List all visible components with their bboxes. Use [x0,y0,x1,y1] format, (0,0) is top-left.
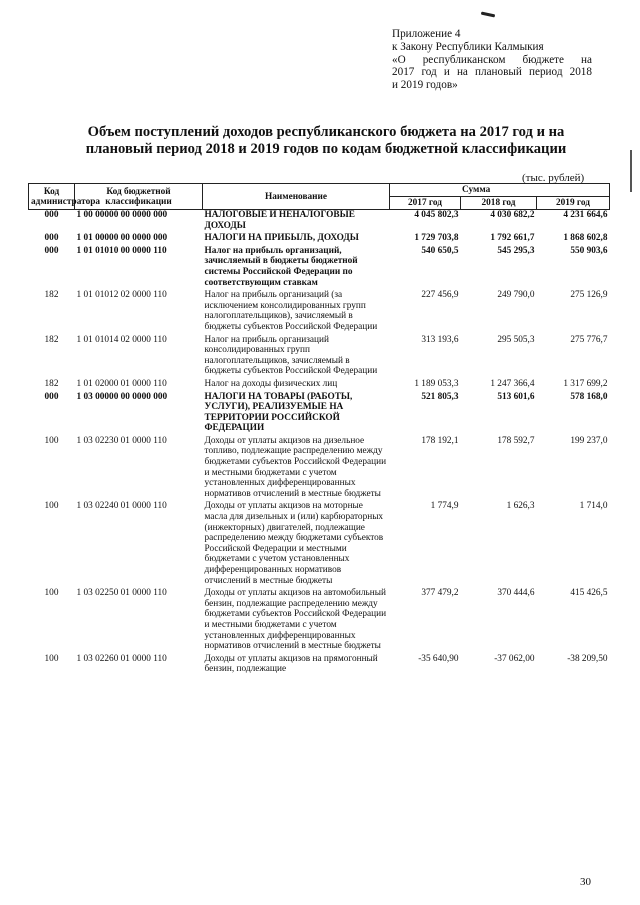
amount-2018-cell: 370 444,6 [497,588,535,599]
amount-2019-cell: 199 237,0 [570,435,608,446]
item-name-cell: НАЛОГИ НА ПРИБЫЛЬ, ДОХОДЫ [204,233,359,244]
admin-code-cell: 100 [44,435,59,446]
scan-mark [481,12,495,18]
admin-code-cell: 100 [44,653,59,664]
amount-2018-cell: 1 247 366,4 [490,378,535,389]
budget-code-cell: 1 03 00000 00 0000 000 [76,391,168,402]
amount-2019-cell: 275 126,9 [570,290,608,301]
admin-code-cell: 182 [44,378,59,389]
amount-2019-cell: 550 903,6 [570,245,608,256]
item-name-cell: Доходы от уплаты акцизов на прямогонный бензин, подлежащие [204,653,378,675]
amount-2019-cell: 1 317 699,2 [563,378,608,389]
table-row [29,210,610,234]
amount-2017-cell: 1 729 703,8 [414,233,459,244]
admin-code-cell: 000 [44,391,59,402]
item-name-cell: Налог на прибыль организаций консолидированных групп налогоплательщиков, зачисляемый в бюджеты субъектов Российской Федерации [204,334,378,377]
admin-code-cell: 000 [44,233,59,244]
amount-2017-cell: 1 189 053,3 [414,378,459,389]
amount-2018-cell: -37 062,00 [494,653,535,664]
table-row [29,392,610,436]
amount-2017-cell: 1 774,9 [430,501,459,512]
table-row [29,233,610,246]
amount-2018-cell: 1 626,3 [506,501,535,512]
amount-2019-cell: 1 714,0 [579,501,608,512]
admin-code-cell: 000 [44,210,59,220]
table-row [29,290,610,334]
appendix-note [392,28,592,92]
admin-code-cell: 100 [44,501,59,512]
amount-2019-cell: 415 426,5 [570,588,608,599]
budget-code-cell: 1 03 02260 01 0000 110 [76,653,167,664]
budget-code-cell: 1 03 02230 01 0000 110 [76,435,167,446]
admin-code-cell: 000 [44,245,59,256]
amount-2017-cell: 227 456,9 [421,290,459,301]
budget-code-cell: 1 01 01010 00 0000 110 [76,245,167,256]
page-number: 30 [580,876,591,888]
amount-2018-cell: 4 030 682,2 [490,210,535,220]
header-name: Наименование [203,184,390,210]
amount-2017-cell: -35 640,90 [418,653,459,664]
table-row [29,654,610,677]
amount-2017-cell: 313 193,6 [421,334,459,345]
item-name-cell: Налог на прибыль организаций, зачисляемый в бюджеты бюджетной системы Российской Федерации по соответствующим ставкам [204,245,358,288]
amount-2018-cell: 178 592,7 [497,435,535,446]
budget-code-cell: 1 00 00000 00 0000 000 [76,210,168,220]
amount-2017-cell: 4 045 802,3 [414,210,459,220]
item-name-cell: Налог на доходы физических лиц [204,378,338,389]
amount-2019-cell: 578 168,0 [570,391,608,402]
header-2019: 2019 год [537,197,610,210]
amount-2018-cell: 295 505,3 [497,334,535,345]
appendix-line: Приложение 4 [392,28,461,40]
amount-2019-cell: 1 868 602,8 [563,233,608,244]
amount-2018-cell: 249 790,0 [497,290,535,301]
item-name-cell: Доходы от уплаты акцизов на дизельное топливо, подлежащие распределению между бюджетами субъектов Российской Федерации и местными бюджетами с учетом установленных дифференцированных нормативов отчислений в местные бюджеты [204,435,387,499]
amount-2017-cell: 377 479,2 [421,588,459,599]
budget-code-cell: 1 01 01012 02 0000 110 [76,290,167,301]
appendix-line: «О республиканском бюджете на [392,53,592,66]
item-name-cell: Доходы от уплаты акцизов на автомобильный бензин, подлежащие распределению между бюджетами субъектов Российской Федерации и местными бюджетами с учетом установленных дифференцированных нормативов отчислений в местные бюджеты [204,588,387,652]
item-name-cell: Налог на прибыль организаций (за исключением консолидированных групп налогоплательщиков), зачисляемый в бюджеты субъектов Российской Федерации [204,290,378,332]
appendix-line: к Закону Республики Калмыкия [392,40,544,53]
budget-code-cell: 1 01 02000 01 0000 110 [76,378,167,389]
budget-code-cell: 1 03 02250 01 0000 110 [76,588,167,599]
budget-code-cell: 1 03 02240 01 0000 110 [76,501,167,512]
budget-code-cell: 1 01 01014 02 0000 110 [76,334,167,345]
appendix-line: и 2019 годов» [392,79,458,92]
amount-2019-cell: -38 209,50 [567,653,608,664]
amount-2017-cell: 540 650,5 [421,245,459,256]
scan-edge-mark [630,150,632,192]
table-row [29,335,610,379]
item-name-cell: НАЛОГОВЫЕ И НЕНАЛОГОВЫЕ ДОХОДЫ [204,210,355,231]
item-name-cell: Доходы от уплаты акцизов на моторные масла для дизельных и (или) карбюраторных (инжекторных) двигателей, подлежащие распределению между бюджетами субъектов Российской Федерации и местными бюджетами с учетом установленных дифференцированных нормативов отчислений в местные бюджеты [204,501,384,586]
budget-code-cell: 1 01 00000 00 0000 000 [76,233,168,244]
table-row [29,501,610,588]
revenue-table [28,183,610,677]
amount-2018-cell: 545 295,3 [497,245,535,256]
table-row [29,246,610,290]
amount-2017-cell: 178 192,1 [421,435,459,446]
admin-code-cell: 182 [44,334,59,345]
table-body [29,210,610,677]
table-row [29,588,610,654]
units-label: (тыс. рублей) [522,172,585,184]
amount-2017-cell: 521 805,3 [421,391,459,402]
header-admin: Код администратора [29,184,75,210]
table-row [29,379,610,392]
header-2017: 2017 год [390,197,461,210]
admin-code-cell: 182 [44,290,59,301]
header-sum: Сумма [390,184,610,197]
header-2018: 2018 год [461,197,537,210]
document-title: Объем поступлений доходов республиканского бюджета на 2017 год и на плановый период 2018 и 2019 годов по кодам бюджетной классификации [85,124,567,157]
amount-2018-cell: 513 601,6 [497,391,535,402]
table-row [29,436,610,502]
header-code: Код бюджетной классификации [75,184,203,210]
appendix-line: 2017 год и на плановый период 2018 [392,66,592,79]
item-name-cell: НАЛОГИ НА ТОВАРЫ (РАБОТЫ, УСЛУГИ), РЕАЛИЗУЕМЫЕ НА ТЕРРИТОРИИ РОССИЙСКОЙ ФЕДЕРАЦИИ [204,391,353,434]
amount-2018-cell: 1 792 661,7 [490,233,535,244]
amount-2019-cell: 275 776,7 [570,334,608,345]
amount-2019-cell: 4 231 664,6 [563,210,608,220]
admin-code-cell: 100 [44,588,59,599]
